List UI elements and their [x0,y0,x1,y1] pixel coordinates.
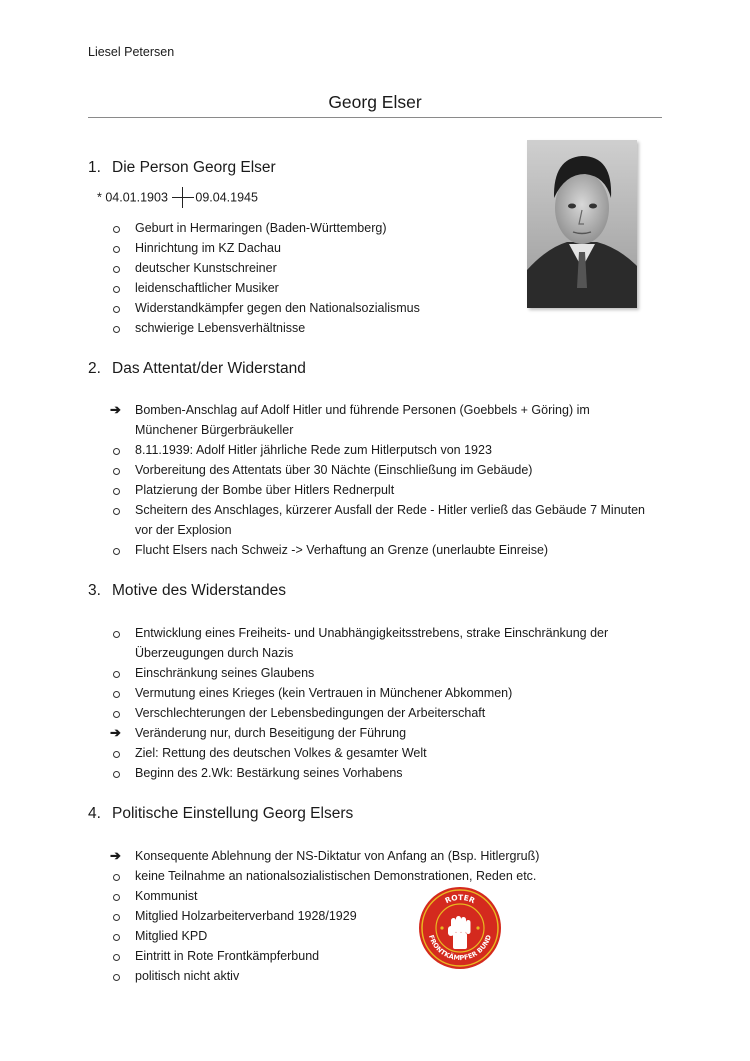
circle-bullet-icon [110,946,128,967]
circle-bullet-icon [110,298,128,319]
list-item [110,886,650,906]
list-item [110,278,420,298]
circle-bullet-icon [110,218,128,239]
section-2-heading [88,360,306,378]
section-title: Politische Einstellung Georg Elsers [112,805,354,822]
section-number: 3. [88,582,101,599]
list-item-text: Hinrichtung im KZ Dachau [135,241,281,255]
list-item-text: Einschränkung seines Glaubens [135,666,315,680]
circle-bullet-icon [110,500,128,521]
list-item-text: Beginn des 2.Wk: Bestärkung seines Vorhabens [135,766,403,780]
list-item-text: leidenschaftlicher Musiker [135,281,279,295]
list-item [110,763,665,783]
svg-text:ROTER: ROTER [443,892,477,906]
list-item [110,540,650,560]
section-3-list [110,623,665,783]
list-item-text: Vorbereitung des Attentats über 30 Nächte (Einschließung im Gebäude) [135,463,533,477]
circle-bullet-icon [110,480,128,501]
section-3-heading [88,582,286,600]
list-item-text: Entwicklung eines Freiheits- und Unabhängigkeitsstrebens, strake Einschränkung der Überzeugungen durch Nazis [135,626,609,660]
circle-bullet-icon [110,278,128,299]
list-item-text: politisch nicht aktiv [135,969,240,983]
arrow-bullet-icon: ➔ [110,725,121,740]
list-item-text: Widerstandkämpfer gegen den Nationalsozialismus [135,301,420,315]
circle-bullet-icon [110,238,128,259]
life-dates [97,190,258,206]
list-item [110,318,420,338]
title-divider [88,117,662,118]
arrow-bullet-icon: ➔ [110,848,121,863]
list-item-text: Verschlechterungen der Lebensbedingungen der Arbeiterschaft [135,706,486,720]
list-item-text: 8.11.1939: Adolf Hitler jährliche Rede zum Hitlerputsch von 1923 [135,443,492,457]
list-item-text: Veränderung nur, durch Beseitigung der Führung [135,726,407,740]
list-item [110,663,665,683]
list-item [110,966,650,986]
circle-bullet-icon [110,966,128,987]
list-item [110,238,420,258]
circle-bullet-icon [110,886,128,907]
section-number: 4. [88,805,101,822]
list-item [110,683,665,703]
list-item-text: Scheitern des Anschlages, kürzerer Ausfall der Rede - Hitler verließ das Gebäude 7 Minuten vor der Explosion [135,503,645,537]
list-item [110,743,665,763]
list-item [110,258,420,278]
circle-bullet-icon [110,926,128,947]
list-item [110,846,650,866]
list-item [110,866,650,886]
list-item-text: Konsequente Ablehnung der NS-Diktatur von Anfang an (Bsp. Hitlergruß) [135,849,540,863]
list-item [110,440,650,460]
page-title: Georg Elser [328,92,422,112]
list-item [110,926,650,946]
list-item-text: Flucht Elsers nach Schweiz -> Verhaftung an Grenze (unerlaubte Einreise) [135,543,549,557]
circle-bullet-icon [110,866,128,887]
list-item [110,623,665,663]
arrow-bullet-icon: ➔ [110,402,121,417]
list-item-text: Mitglied KPD [135,929,208,943]
list-item [110,946,650,966]
circle-bullet-icon [110,460,128,481]
list-item-text: Ziel: Rettung des deutschen Volkes & gesamter Welt [135,746,427,760]
svg-text:FRONTKÄMPFER BUND: FRONTKÄMPFER BUND [426,933,494,963]
death-cross-icon [172,190,194,206]
list-item-text: deutscher Kunstschreiner [135,261,277,275]
author-name: Liesel Petersen [88,45,175,59]
list-item-text: Platzierung der Bombe über Hitlers Rednerpult [135,483,395,497]
list-item [110,298,420,318]
list-item [110,218,420,238]
section-title: Motive des Widerstandes [112,582,287,599]
circle-bullet-icon [110,906,128,927]
circle-bullet-icon [110,683,128,704]
rfb-badge-logo [418,886,502,970]
list-item [110,906,650,926]
list-item [110,723,665,743]
section-2-list [110,400,650,560]
circle-bullet-icon [110,258,128,279]
list-item-text: Geburt in Hermaringen (Baden-Württemberg) [135,221,387,235]
list-item [110,400,650,440]
section-number: 1. [88,159,101,176]
section-title: Die Person Georg Elser [112,159,276,176]
section-title: Das Attentat/der Widerstand [112,360,306,377]
list-item [110,460,650,480]
circle-bullet-icon [110,540,128,561]
birth-date: * 04.01.1903 [97,190,168,205]
section-4-list [110,846,650,986]
circle-bullet-icon [110,663,128,684]
list-item-text: Kommunist [135,889,198,903]
list-item-text: keine Teilnahme an nationalsozialistischen Demonstrationen, Reden etc. [135,869,537,883]
section-1-list [110,218,420,338]
section-1-heading [88,159,276,177]
list-item-text: Bomben-Anschlag auf Adolf Hitler und führende Personen (Goebbels + Göring) im Münchener Bürgerbräukeller [135,403,590,437]
circle-bullet-icon [110,743,128,764]
list-item [110,500,650,540]
section-4-heading [88,805,353,823]
portrait-photo [527,140,637,308]
list-item-text: Mitglied Holzarbeiterverband 1928/1929 [135,909,357,923]
list-item-text: Vermutung eines Krieges (kein Vertrauen in Münchener Abkommen) [135,686,513,700]
list-item [110,703,665,723]
list-item-text: schwierige Lebensverhältnisse [135,321,306,335]
list-item-text: Eintritt in Rote Frontkämpferbund [135,949,320,963]
section-number: 2. [88,360,101,377]
circle-bullet-icon [110,623,128,644]
circle-bullet-icon [110,440,128,461]
circle-bullet-icon [110,763,128,784]
circle-bullet-icon [110,703,128,724]
list-item [110,480,650,500]
circle-bullet-icon [110,318,128,339]
death-date: 09.04.1945 [195,190,258,205]
